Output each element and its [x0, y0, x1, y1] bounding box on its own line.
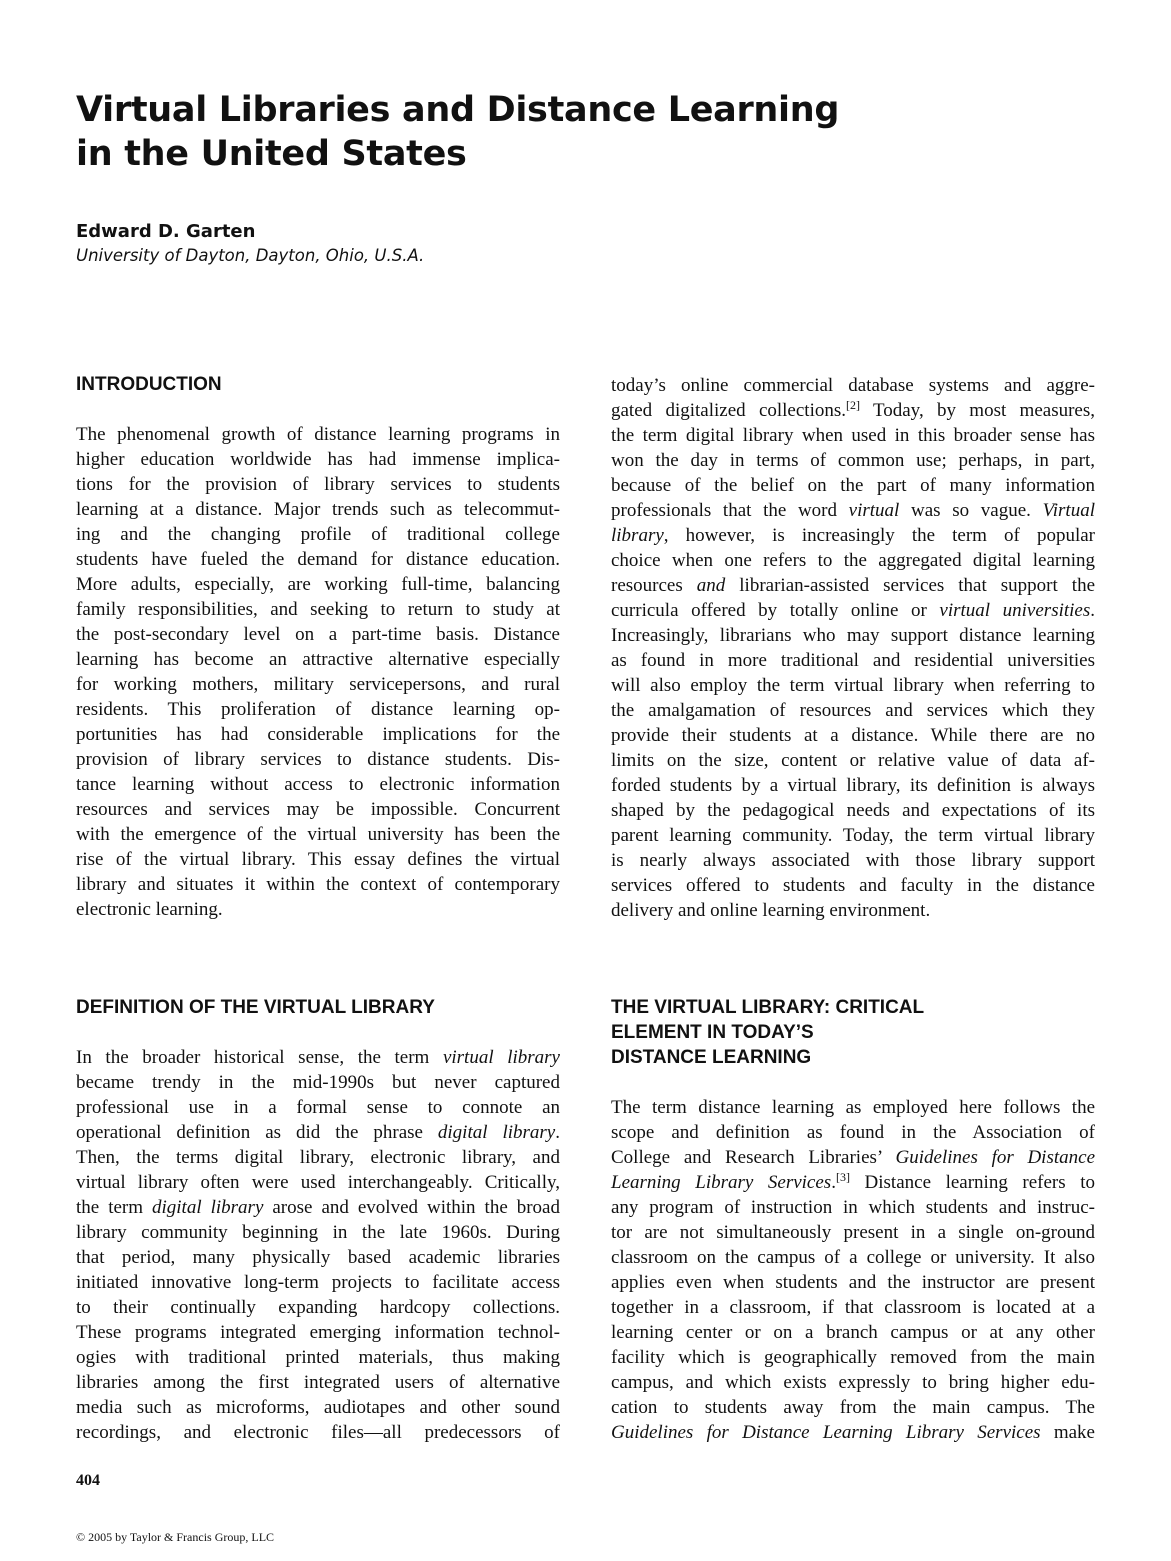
text-line: operational definition as did the phrase digital library. [76, 1122, 560, 1143]
text-line: Guidelines for Distance Learning Library Services make [611, 1422, 1095, 1443]
text-line: initiated innovative long-term projects to facilitate access [76, 1272, 560, 1293]
text-line: scope and definition as found in the Association of [611, 1122, 1095, 1143]
text-line: limits on the size, content or relative value of data af- [611, 750, 1095, 771]
text-line: became trendy in the mid-1990s but never captured [76, 1072, 560, 1093]
text-line: electronic learning. [76, 899, 223, 920]
body-paragraph [76, 1045, 560, 1445]
text-line: provide their students at a distance. While there are no [611, 725, 1095, 746]
citation-ref: [3] [835, 1170, 850, 1184]
text-line: rise of the virtual library. This essay defines the virtual [76, 849, 560, 870]
text-line: forded students by a virtual library, its definition is always [611, 775, 1095, 796]
text-line: More adults, especially, are working full-time, balancing [76, 574, 560, 595]
text-line: higher education worldwide has had immense implica- [76, 449, 560, 470]
title-line-1: Virtual Libraries and Distance Learning [76, 90, 840, 130]
text-line: won the day in terms of common use; perhaps, in part, [611, 450, 1095, 471]
text-line: tance learning without access to electronic information [76, 774, 560, 795]
text-line: campus, and which exists expressly to bring higher edu- [611, 1372, 1095, 1393]
section-heading: DEFINITION OF THE VIRTUAL LIBRARY [76, 997, 435, 1018]
text-line: library, however, is increasingly the term of popular [611, 525, 1095, 546]
text-line: In the broader historical sense, the term virtual library [76, 1047, 560, 1068]
text-line: professionals that the word virtual was so vague. Virtual [611, 500, 1095, 521]
text-line: learning has become an attractive alternative especially [76, 649, 560, 670]
body-paragraph [611, 1095, 1095, 1445]
text-line: residents. This proliferation of distance learning op- [76, 699, 560, 720]
text-line: library and situates it within the context of contemporary [76, 874, 560, 895]
text-line: professional use in a formal sense to connote an [76, 1097, 560, 1118]
section-continuation [611, 373, 1095, 923]
text-line: recordings, and electronic files—all predecessors of [76, 1422, 560, 1443]
text-line: will also employ the term virtual library when referring to [611, 675, 1095, 696]
text-line: for working mothers, military servicepersons, and rural [76, 674, 560, 695]
text-line: Learning Library Services.[3] Distance learning refers to [611, 1170, 1095, 1193]
text-line: College and Research Libraries’ Guidelines for Distance [611, 1147, 1095, 1168]
copyright-notice: © 2005 by Taylor & Francis Group, LLC [76, 1530, 275, 1544]
text-line: provision of library services to distance students. Dis- [76, 749, 560, 770]
citation-ref: [2] [846, 398, 861, 412]
text-line: The term distance learning as employed here follows the [611, 1097, 1095, 1118]
text-line: parent learning community. Today, the term virtual library [611, 825, 1095, 846]
page-number: 404 [76, 1472, 100, 1489]
text-line: cation to students away from the main campus. The [611, 1397, 1095, 1418]
text-line: today’s online commercial database systems and aggre- [611, 375, 1095, 396]
text-line: gated digitalized collections.[2] Today, by most measures, [611, 398, 1096, 421]
text-line: tor are not simultaneously present in a single on-ground [611, 1222, 1095, 1243]
text-line: library community beginning in the late 1960s. During [76, 1222, 560, 1243]
text-line: because of the belief on the part of many information [611, 475, 1095, 496]
text-line: the term digital library arose and evolved within the broad [76, 1197, 560, 1218]
text-line: classroom on the campus of a college or university. It also [611, 1247, 1095, 1268]
text-line: media such as microforms, audiotapes and other sound [76, 1397, 560, 1418]
section-heading: INTRODUCTION [76, 374, 222, 395]
text-line: students have fueled the demand for distance education. [76, 549, 560, 570]
text-line: family responsibilities, and seeking to return to study at [76, 599, 560, 620]
text-line: to their continually expanding hardcopy collections. [76, 1297, 560, 1318]
title-line-2: in the United States [76, 134, 467, 174]
text-line: the amalgamation of resources and services which they [611, 700, 1095, 721]
text-line: libraries among the first integrated users of alternative [76, 1372, 560, 1393]
text-line: Increasingly, librarians who may support distance learning [611, 625, 1095, 646]
text-line: These programs integrated emerging information technol- [76, 1322, 560, 1343]
text-line: with the emergence of the virtual university has been the [76, 824, 560, 845]
text-line: Then, the terms digital library, electronic library, and [76, 1147, 560, 1168]
text-line: as found in more traditional and residential universities [611, 650, 1095, 671]
section-introduction [76, 372, 560, 922]
heading-line: DISTANCE LEARNING [611, 1047, 812, 1068]
section-definition [76, 995, 560, 1445]
text-line: ogies with traditional printed materials, thus making [76, 1347, 560, 1368]
section-critical-element [611, 995, 1095, 1445]
author-affiliation: University of Dayton, Dayton, Ohio, U.S.A. [76, 246, 425, 265]
text-line: any program of instruction in which students and instruc- [611, 1197, 1095, 1218]
text-line: resources and librarian-assisted services that support the [611, 575, 1096, 596]
text-line: virtual library often were used interchangeably. Critically, [76, 1172, 560, 1193]
author-name: Edward D. Garten [76, 221, 256, 242]
text-line: that period, many physically based academic libraries [76, 1247, 560, 1268]
text-line: resources and services may be impossible. Concurrent [76, 799, 560, 820]
text-line: curricula offered by totally online or virtual universities. [611, 600, 1096, 621]
text-line: ing and the changing profile of traditional college [76, 524, 560, 545]
heading-line: THE VIRTUAL LIBRARY: CRITICAL [611, 997, 925, 1018]
text-line: shaped by the pedagogical needs and expectations of its [611, 800, 1095, 821]
text-line: tions for the provision of library services to students [76, 474, 560, 495]
text-line: facility which is geographically removed from the main [611, 1347, 1095, 1368]
text-line: the term digital library when used in this broader sense has [611, 425, 1095, 446]
text-line: the post-secondary level on a part-time basis. Distance [76, 624, 560, 645]
text-line: learning at a distance. Major trends such as telecommut- [76, 499, 560, 520]
text-line: delivery and online learning environment. [611, 900, 931, 921]
text-line: choice when one refers to the aggregated digital learning [611, 550, 1095, 571]
text-line: services offered to students and faculty in the distance [611, 875, 1095, 896]
text-line: applies even when students and the instructor are present [611, 1272, 1095, 1293]
section-heading [611, 995, 1095, 1070]
text-line: together in a classroom, if that classroom is located at a [611, 1297, 1095, 1318]
text-line: The phenomenal growth of distance learning programs in [76, 424, 560, 445]
body-paragraph [76, 422, 560, 922]
heading-line: ELEMENT IN TODAY’S [611, 1022, 814, 1043]
article-title [76, 88, 840, 176]
body-paragraph [611, 373, 1095, 923]
text-line: is nearly always associated with those library support [611, 850, 1095, 871]
text-line: learning center or on a branch campus or at any other [611, 1322, 1095, 1343]
text-line: portunities has had considerable implications for the [76, 724, 560, 745]
